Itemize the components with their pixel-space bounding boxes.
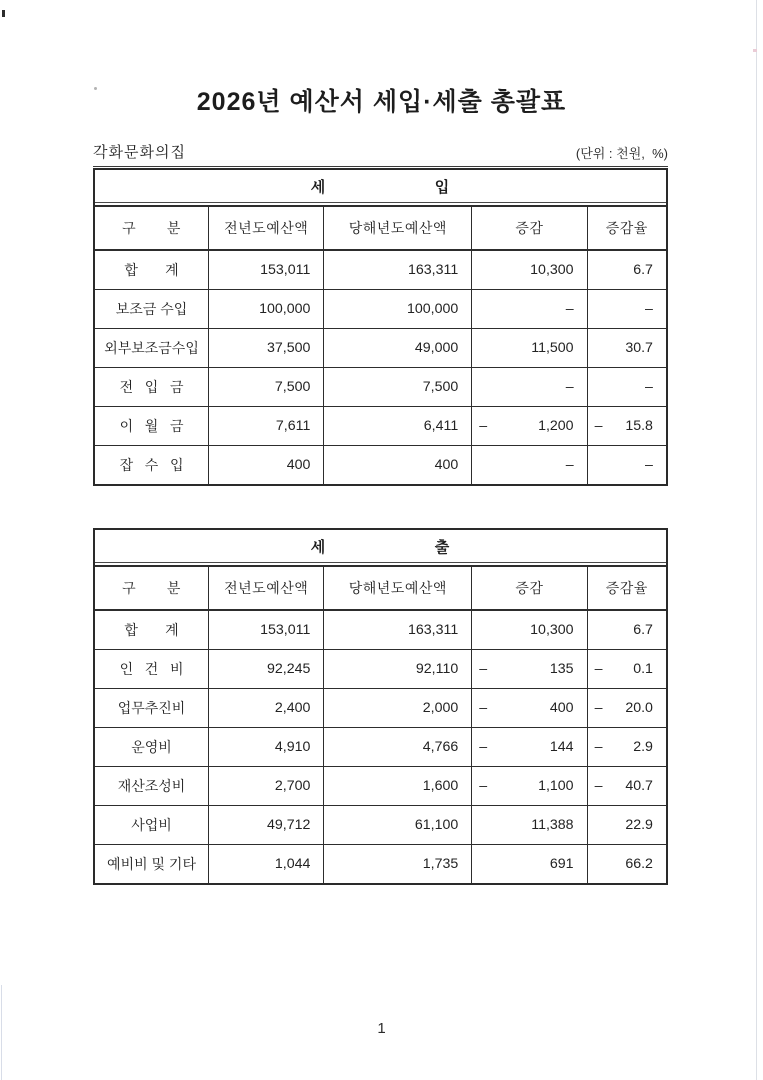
cell-value: –	[565, 301, 574, 317]
row-label: 운영비	[131, 739, 172, 755]
cell-value: –	[645, 379, 653, 395]
cell-value: –	[645, 301, 653, 317]
cell-value: 0.1	[633, 661, 653, 677]
cell-value: 2,000	[422, 700, 459, 716]
cell-rate	[587, 611, 666, 649]
row-label: 보조금 수입	[115, 301, 188, 317]
scan-artifact-speck	[753, 49, 757, 52]
cell-value: 49,712	[266, 817, 311, 833]
cell-value: 135	[549, 661, 574, 677]
cell-value: 163,311	[408, 262, 459, 278]
table-row	[95, 328, 666, 367]
cell-value: 400	[549, 700, 574, 716]
cell-diff	[471, 290, 586, 328]
cell-rate	[587, 806, 666, 844]
cell-value: 30.7	[625, 340, 653, 356]
cell-diff	[471, 329, 586, 367]
cell-value: 7,611	[275, 418, 311, 434]
cell-prev	[208, 329, 323, 367]
cell-curr	[323, 251, 471, 289]
cell-value: 400	[434, 457, 459, 473]
table-row	[95, 766, 666, 805]
cell-value: –	[645, 457, 653, 473]
cell-prev	[208, 689, 323, 727]
table-row	[95, 406, 666, 445]
cell-prev	[208, 728, 323, 766]
column-header: 당해년도예산액	[323, 567, 471, 609]
cell-prev	[208, 251, 323, 289]
cell-rate	[587, 290, 666, 328]
minus-sign: –	[594, 700, 603, 716]
cell-value: 1,735	[422, 856, 459, 872]
column-header: 증감율	[587, 207, 666, 249]
organization-name: 각화문화의집	[93, 144, 186, 161]
cell-value: 40.7	[625, 778, 653, 794]
cell-curr	[323, 611, 471, 649]
cell-rate	[587, 767, 666, 805]
cell-prev	[208, 845, 323, 883]
cell-value: 1,200	[538, 418, 574, 434]
cell-value: 153,011	[260, 262, 311, 278]
cell-value: 4,910	[274, 739, 311, 755]
table-header-row	[95, 205, 666, 249]
row-label: 이 월 금	[119, 418, 184, 434]
expenditure-table	[93, 528, 668, 885]
minus-sign: –	[479, 418, 488, 434]
cell-diff	[471, 368, 586, 406]
scan-artifact-right-edge	[756, 0, 757, 1080]
column-header: 증감율	[587, 567, 666, 609]
table-row	[95, 367, 666, 406]
document-title: 2026년 예산서 세입·세출 총괄표	[196, 88, 567, 116]
cell-value: 1,100	[538, 778, 574, 794]
unit-note: (단위 : 천원, %)	[575, 146, 668, 161]
cell-curr	[323, 446, 471, 484]
row-label: 재산조성비	[117, 778, 186, 794]
row-label: 인 건 비	[119, 661, 184, 677]
minus-sign: –	[594, 418, 603, 434]
table-row	[95, 445, 666, 484]
table-caption-row	[93, 141, 668, 167]
cell-value: 7,500	[422, 379, 459, 395]
row-label: 외부보조금수입	[104, 340, 199, 356]
cell-prev	[208, 650, 323, 688]
cell-value: 92,245	[266, 661, 311, 677]
cell-curr	[323, 368, 471, 406]
cell-value: –	[565, 379, 574, 395]
table-row	[95, 688, 666, 727]
cell-rate	[587, 446, 666, 484]
cell-value: 2.9	[633, 739, 653, 755]
cell-curr	[323, 650, 471, 688]
page-number: 1	[377, 1020, 386, 1037]
cell-value: 2,400	[274, 700, 311, 716]
cell-rate	[587, 251, 666, 289]
cell-diff	[471, 611, 586, 649]
cell-value: 6,411	[423, 418, 459, 434]
cell-value: 6.7	[633, 622, 653, 638]
cell-prev	[208, 806, 323, 844]
minus-sign: –	[594, 778, 603, 794]
cell-value: 153,011	[260, 622, 311, 638]
cell-curr	[323, 329, 471, 367]
cell-curr	[323, 845, 471, 883]
cell-curr	[323, 290, 471, 328]
cell-value: 10,300	[530, 622, 574, 638]
cell-diff	[471, 446, 586, 484]
cell-curr	[323, 767, 471, 805]
minus-sign: –	[479, 778, 488, 794]
cell-curr	[323, 728, 471, 766]
cell-curr	[323, 407, 471, 445]
cell-value: 1,044	[274, 856, 311, 872]
cell-rate	[587, 329, 666, 367]
cell-value: –	[565, 457, 574, 473]
cell-value: 11,500	[531, 340, 574, 356]
cell-value: 100,000	[259, 301, 311, 317]
cell-diff	[471, 767, 586, 805]
minus-sign: –	[479, 661, 488, 677]
cell-value: 1,600	[422, 778, 459, 794]
cell-prev	[208, 368, 323, 406]
cell-diff	[471, 251, 586, 289]
cell-diff	[471, 845, 586, 883]
column-header: 전년도예산액	[208, 207, 323, 249]
cell-value: 10,300	[530, 262, 574, 278]
cell-value: 144	[549, 739, 574, 755]
cell-value: 22.9	[625, 817, 653, 833]
row-label: 업무추진비	[117, 700, 186, 716]
scan-artifact-corner	[2, 10, 5, 17]
cell-curr	[323, 806, 471, 844]
table-row	[95, 727, 666, 766]
cell-rate	[587, 407, 666, 445]
table-row	[95, 289, 666, 328]
minus-sign: –	[594, 661, 603, 677]
cell-value: 15.8	[625, 418, 653, 434]
cell-rate	[587, 368, 666, 406]
table-row	[95, 805, 666, 844]
column-header: 구 분	[122, 580, 181, 596]
cell-value: 49,000	[414, 340, 459, 356]
cell-diff	[471, 728, 586, 766]
column-header: 전년도예산액	[208, 567, 323, 609]
cell-diff	[471, 650, 586, 688]
row-label: 합 계	[124, 622, 179, 638]
row-label: 전 입 금	[119, 379, 184, 395]
cell-rate	[587, 845, 666, 883]
cell-value: 7,500	[274, 379, 311, 395]
cell-value: 4,766	[422, 739, 459, 755]
table-row	[95, 649, 666, 688]
column-header: 당해년도예산액	[323, 207, 471, 249]
revenue-table-title: 세 입	[95, 170, 666, 203]
table-row	[95, 844, 666, 883]
cell-value: 92,110	[415, 661, 459, 677]
table-row	[95, 249, 666, 289]
row-label: 사업비	[131, 817, 172, 833]
cell-prev	[208, 407, 323, 445]
cell-diff	[471, 689, 586, 727]
cell-value: 163,311	[408, 622, 459, 638]
cell-diff	[471, 407, 586, 445]
cell-value: 100,000	[406, 301, 459, 317]
row-label: 예비비 및 기타	[107, 856, 196, 872]
cell-value: 691	[549, 856, 574, 872]
cell-prev	[208, 767, 323, 805]
column-header: 증감	[471, 567, 586, 609]
cell-curr	[323, 689, 471, 727]
cell-value: 20.0	[625, 700, 653, 716]
minus-sign: –	[479, 739, 488, 755]
cell-rate	[587, 728, 666, 766]
row-label: 합 계	[124, 262, 179, 278]
cell-value: 11,388	[531, 817, 574, 833]
column-header: 증감	[471, 207, 586, 249]
cell-value: 66.2	[625, 856, 653, 872]
cell-value: 2,700	[274, 778, 311, 794]
minus-sign: –	[594, 739, 603, 755]
cell-diff	[471, 806, 586, 844]
cell-rate	[587, 650, 666, 688]
row-label: 잡 수 입	[119, 457, 184, 473]
column-header: 구 분	[122, 220, 181, 236]
expenditure-table-title: 세 출	[95, 530, 666, 563]
table-header-row	[95, 565, 666, 609]
cell-prev	[208, 290, 323, 328]
cell-prev	[208, 611, 323, 649]
cell-rate	[587, 689, 666, 727]
cell-value: 400	[286, 457, 311, 473]
minus-sign: –	[479, 700, 488, 716]
cell-value: 6.7	[633, 262, 653, 278]
table-row	[95, 609, 666, 649]
cell-value: 61,100	[414, 817, 459, 833]
cell-prev	[208, 446, 323, 484]
revenue-table	[93, 168, 668, 486]
cell-value: 37,500	[266, 340, 311, 356]
